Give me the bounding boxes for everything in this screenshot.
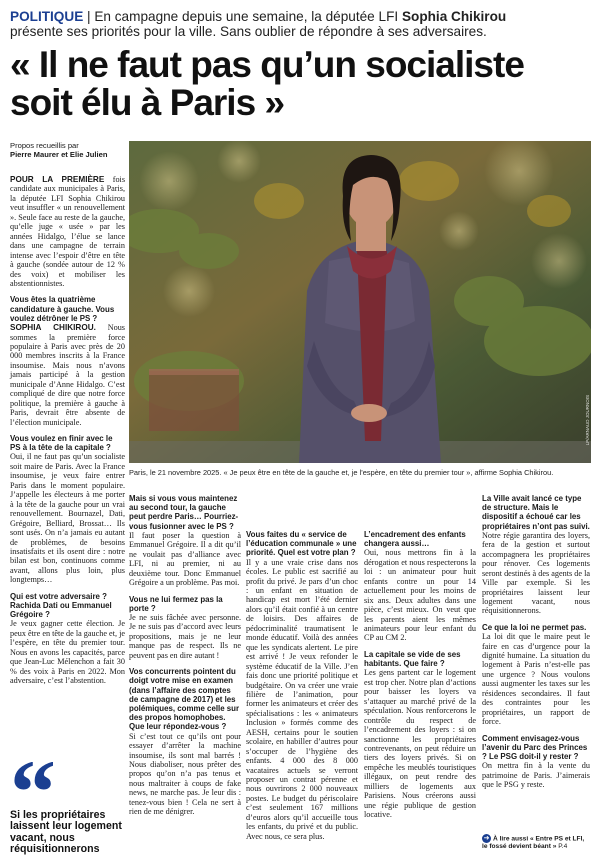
byline-label: Propos recueillis par [10,141,79,150]
answer: Je veux gagner cette élection. Je peux être en tête de la gauche et, je l’espère, en tête du premier tour. Nous en avons les capacités, parce que Jean-Luc Mélenchon a fait 30 % des voix à Paris en 2022. Mon adversaire, c’est l’abstention. [10,619,125,686]
answer: Il y a une vraie crise dans nos écoles. Le public est sacrifié au profit du privé. Je pars d’un choc : un enfant en situation de handicap est mort l’été dernier alors qu’il était confié à un centre de loisirs. Des affaires de pédocriminalité traumatisent le monde éducatif. Voilà des années que les syndicats alertent. Le pire est arrivé ! Je veux refonder le système éducatif de la Ville. J’en fais donc une priorité politique et budgétaire. On va créer une vraie filière de l’animation, pour former les animateurs et créer des spécialisations : les « animateurs Inclusion » formés comme des AESH, certains pour le soutien scolaire, en habiller d’autres pour s’occuper de l’hygiène des enfants. 4 000 des 8 000 vacataires actuels se verront proposer un contrat pérenne et nous ouvrirons 2 000 nouveaux postes. Le budget du périscolaire c’est seulement 167 millions d’euros alors qu’il accueille tous les enfants, du privé et du public. Avec nous, ce sera plus. [246,557,358,841]
headline-line-2: soit élu à Paris » [10,82,285,123]
question: Vos concurrents pointent du doigt votre mise en examen (dans l’affaire des comptes de campagne de 2017) et les polémiques, comme celle sur des propos homophobes. Que leur répondez-vous ? [129,667,240,732]
column-1 [10,175,125,686]
kicker-name: Sophia Chikirou [401,9,507,24]
question: Vous êtes la quatrième candidature à gauche. Vous voulez détrôner le PS ? [10,295,115,323]
answer: Oui, nous mettrons fin à la dérogation et nous respecterons la loi : un animateur pour huit enfants contre un pour 14 actuellement pour les moins de six ans. Deux adultes dans une pièce, c’est mieux. On veut que les parents aient les mêmes animateurs pour leur enfant du CP au CM 2. [364,548,476,643]
pull-quote [10,762,128,860]
lead-paragraph [10,175,125,288]
question: Ce que la loi ne permet pas. [482,622,587,632]
question: Qui est votre adversaire ? Rachida Dati ou Emmanuel Grégoire ? [10,591,112,620]
answer: On mettra fin à la vente du patrimoine de Paris. J’aimerais que le PSG y reste. [482,761,590,790]
kicker-text-before: En campagne depuis une semaine, la députée LFI [94,9,399,24]
answer: Oui, il ne faut pas qu’un socialiste soit maire de Paris. Avec la France insoumise, je veux faire entrer Paris dans le moment populaire. J’appelle les électeurs à me porter à la tête de la gauche pour un vrai renouvellement. Bournazel, Dati, Grégoire, Belliard, Brossat… Ils sont usés. On n’a jamais eu autant de problèmes, de besoins insatisfaits et ils osent dire : notre bilan est bon, continuons comme avant, allons plus loin, plus longtemps… [10,452,125,585]
kicker-separator: | [87,9,91,24]
headline-line-1: « Il ne faut pas qu’un socialiste [10,44,524,85]
column-2 [129,494,241,817]
see-also-text: À lire aussi « Entre PS et LFI, le fossé devient béant » [482,835,585,851]
question: L’encadrement des enfants changera aussi… [364,530,466,549]
question: Vous voulez en finir avec le PS à la tête de la capitale ? [10,434,113,453]
see-also-page: P.4 [558,843,568,851]
byline [10,141,125,159]
section-tag: POLITIQUE [10,9,84,24]
headline [10,46,585,122]
column-3 [246,530,358,841]
answer: Si c’est tout ce qu’ils ont pour essayer d’arrêter la machine insoumise, ils sont mal barrés ! Nous diaboliser, nous prêter des propos qu’on n’a pas tenus et nous maltraiter à coups de fake news, ne marche pas. Je leur dis : tenez-vous bien ! Cela ne sert à rien de me dénigrer. [129,731,241,817]
answer: Les gens partent car le logement est trop cher. Notre plan d’actions pour baisser les loyers va s’attaquer au marché privé de la spéculation. Nous renforcerons le contrôle du respect de l’encadrement des loyers : si on sanctionne les propriétaires contrevenants, on peut réduire un tiers des loyers privés. Si on empêche les meublés touristiques illégaux, on peut rendre des milliers de logements aux Parisiens. Nous créerons aussi une régie publique de gestion locative. [364,668,476,820]
question: Mais si vous vous maintenez au second tour, la gauche peut perdre Paris… Pourriez-vous fusionner avec le PS ? [129,494,239,531]
answer-text: Nous sommes la première force populaire à Paris avec près de 20 000 membres inscrits à la France insoumise. Mais nous n’avons jamais participé à la gestion municipale d’Anne Hidalgo. C’est compliqué de dire que notre force politique, la première à gauche à Paris, devrait être absente de l’élection municipale. [10,323,125,427]
photo-caption: Paris, le 21 novembre 2025. « Je peux être en tête de la gauche et, je l’espère, en tête du premier tour », affirme Sophia Chikirou. [129,468,554,477]
column-5 [482,494,590,790]
lead-dropin: POUR LA PREMIÈRE [10,175,105,184]
portrait-photo [129,141,591,463]
photo-credit: LP/ARNAUD JOURNOIS [585,395,590,446]
answer: Il faut poser la question à Emmanuel Grégoire. Il a dit qu’il ne voulait pas d’alliance avec LFI, ni au premier, ni au deuxième tour. Donc Emmanuel Grégoire a un problème. Pas moi. [129,530,241,588]
quote-mark-icon [10,762,128,810]
question: Comment envisagez-vous l’avenir du Parc des Princes ? Le PSG doit-il y rester ? [482,733,588,762]
answer: Je ne suis fâchée avec personne. Je ne suis pas d’accord avec leurs propositions, mais je ne leur manque pas de respect. Ils ne peuvent pas en dire autant ! [129,612,241,660]
byline-authors: Pierre Maurer et Elie Julien [10,150,108,159]
answer: La loi dit que le maire peut le faire en cas d’urgence pour la dignité humaine. La situation du logement à Paris n’est-elle pas une urgence ? Nous voulons aussi augmenter les taxes sur les résidences secondaires. Il faut des contraintes pour les propriétaires, un rapport de force. [482,632,590,727]
question: La capitale se vide de ses habitants. Que faire ? [364,649,461,669]
arrow-right-icon: ➜ [483,835,490,842]
question: Vous ne lui fermez pas la porte ? [129,594,223,613]
speaker: SOPHIA CHIKIROU. [10,323,96,333]
pull-quote-text: Si les propriétaires laissent leur logement vacant, nous réquisitionnerons [10,809,122,856]
lead-text: fois candidate aux municipales à Paris, la députée LFI Sophia Chikirou veut insuffler « un renouvellement ». Seule face au reste de la gauche, qu’elle juge « usée » par les années Hidalgo, l’élue se lance dans une campagne de terrain intense avec l’espoir d’être en tête à gauche (sondée autour de 12 % des voix) et mobiliser les abstentionnistes. [10,175,125,288]
portrait-illustration [129,141,591,463]
column-4 [364,530,476,820]
question: Vous faites du « service de l’éducation communale » une priorité. Quel est votre plan ? [246,530,357,558]
question: La Ville avait lancé ce type de structure. Mais le dispositif a échoué car les propriétaires n’ont pas suivi. [482,494,590,531]
answer [10,323,125,427]
kicker-text-after: présente ses priorités pour la ville. Sans oublier de répondre à ses adversaires. [10,24,487,39]
kicker [10,9,585,39]
answer: Notre régie garantira des loyers, fera de la gestion et surtout accompagnera les propriétaires pour rénover. Ces logements seront destinés à des agents de la Ville par exemple. Si les propriétaires laissent leur logement vacant, nous réquisitionnerons. [482,530,590,616]
see-also-link[interactable] [482,834,590,851]
